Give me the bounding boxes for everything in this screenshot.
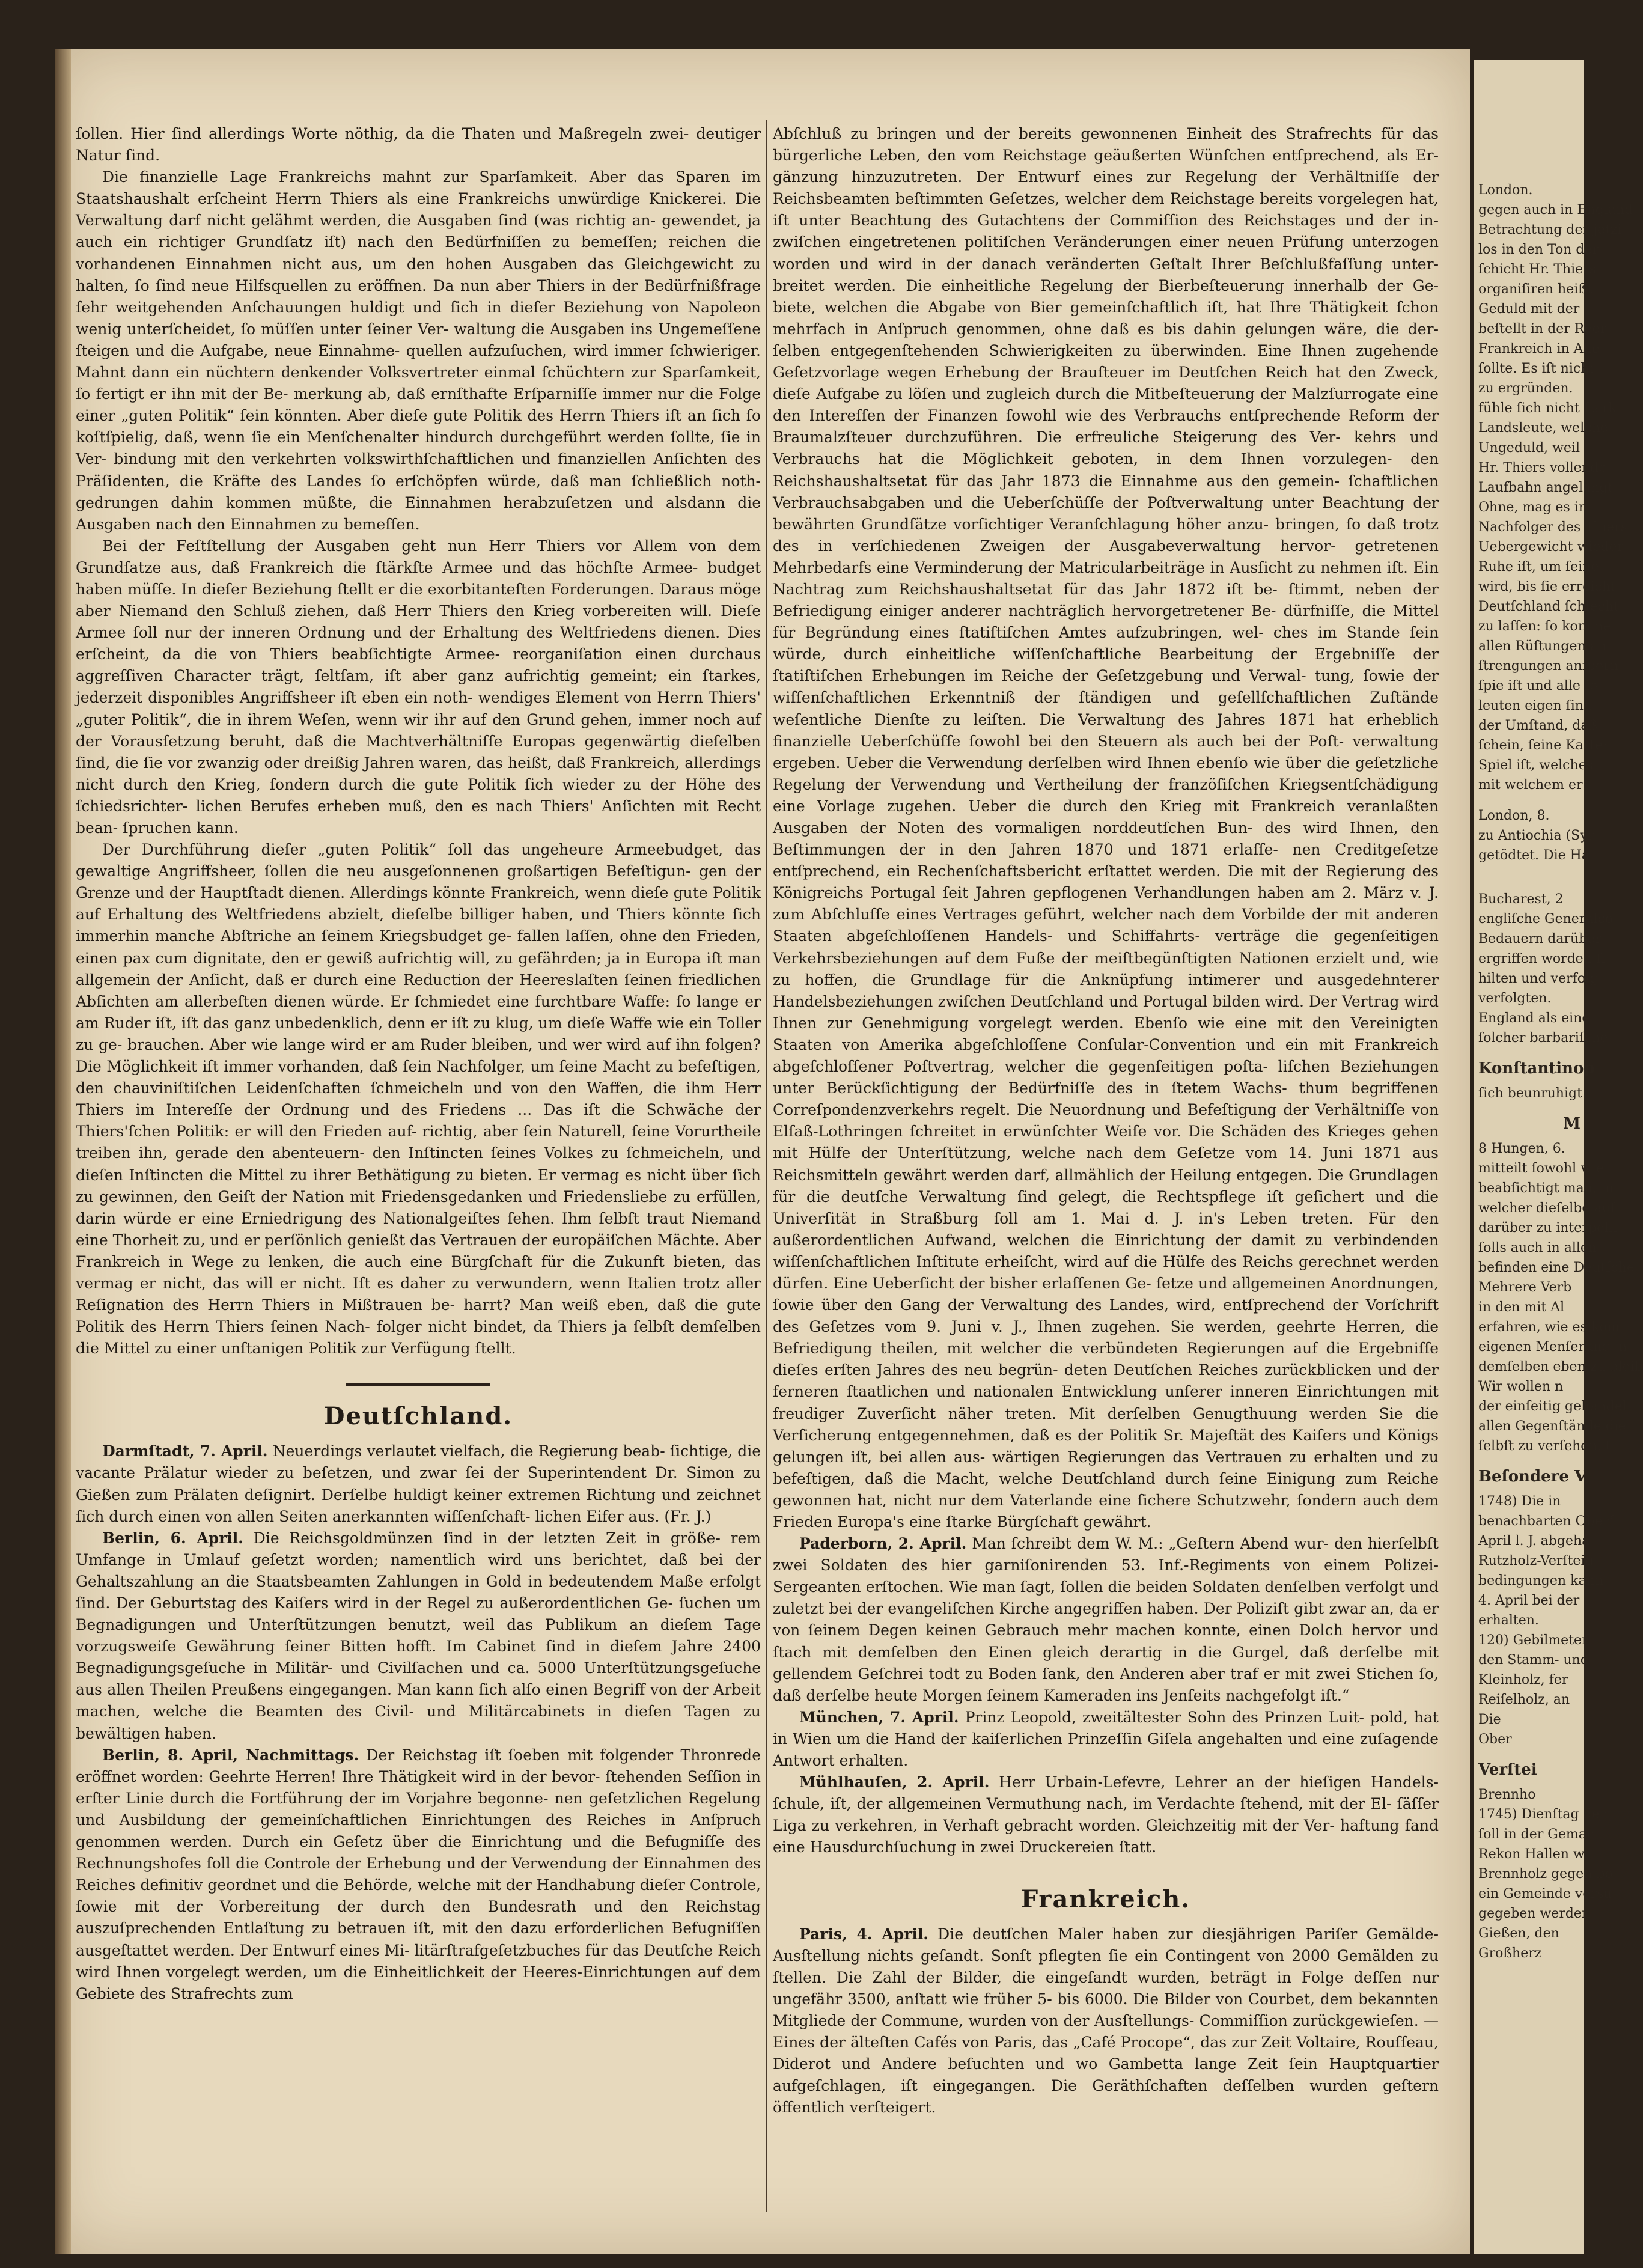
fragment-line: verfolgten. xyxy=(1478,991,1552,1006)
news-text: Der Reichstag iſt ſoeben mit folgender Thronrede eröffnet worden: Geehrte Herren! Ihre Thätigkeit wird in der bevor- ſtehenden Seſſion in erſter Linie durch die Fortführung der im Vorjahre begonne- nen geſetzlichen Regelung und Ausbildung der gemeinſchaftlichen Einrichtungen des Reiches in Anſpruch genommen werden. Durch ein Geſetz über die Einrichtung und die Befugniſſe des Rechnungshofes ſoll die Controle der Erhebung und der Verwendung der Einnahmen des Reiches definitiv geordnet und die Behörde, welche mit der Handhabung dieſer Controle, ſowie mit der Vorbereitung der durch den Bundesrath und den Reichstag auszuſprechenden Entlaſtung zu betrauen iſt, mit den dazu erforderlichen Befugniſſen ausgeſtattet werden. Der Entwurf eines Mi- litärſtrafgeſetzbuches für das Deutſche Reich wird Ihnen vorgelegt werden, um die Einheitlichkeit der Heeres-Einrichtungen auf dem Gebiete des Strafrechts zum xyxy=(76,1746,761,2002)
fragment-line: Nachfolger des Thiers xyxy=(1478,520,1627,535)
adjacent-page-fragment xyxy=(1474,60,1643,2254)
fragment-line: hilten und verfolg xyxy=(1478,971,1599,986)
fragment-line: getödtet. Die Ha xyxy=(1478,848,1590,863)
fragment-line: ſchein, ſeine Karten xyxy=(1478,738,1612,753)
fragment-line: ſoll in der Gemar xyxy=(1478,1827,1593,1842)
fragment-block xyxy=(1478,1785,1613,1963)
fragment-line: darüber zu interpelli xyxy=(1478,1221,1618,1236)
fragment-line: den Stamm- und xyxy=(1478,1653,1589,1668)
fragment-line: der einſeitig gehandel xyxy=(1478,1399,1627,1414)
paragraph: ſollen. Hier ſind allerdings Worte nöthig, da die Thaten und Maßregeln zwei- deutiger Natur ſind. xyxy=(76,125,761,165)
fragment-line: der Umſtand, daß xyxy=(1478,718,1598,733)
fragment-line: allen Rüſtungen an xyxy=(1478,639,1606,654)
fragment-line: ein Gemeinde versu xyxy=(1478,1886,1612,1901)
fragment-line: in den mit Al xyxy=(1478,1300,1565,1315)
dateline: Darmſtadt, 7. April. xyxy=(102,1442,268,1460)
news-item xyxy=(773,1533,1439,1707)
news-text: Die Reichsgoldmünzen ſind in der letzten Zeit in größe- rem Umfange in Umlauf geſetzt worden; namentlich wird uns berichtet, daß bei der Gehaltszahlung an die Staatsbeamten Zahlungen in Gold in bedeutendem Maße erfolgt ſind. Der Geburtstag des Kaiſers wird in der Regel zu außerordentlichen Ge- ſuchen um Begnadigungen und Unterſtützungen benutzt, weil das Publikum an dieſem Tage vorzugsweiſe Gewährung ſeiner Bitten hofft. Im Cabinet ſind in dieſem Jahre 2400 Begnadigungsgeſuche in Militär- und Civilſachen und ca. 5000 Unterſtützungsgeſuche aus allen Theilen Preußens eingegangen. Man kann ſich alſo einen Begriff von der Arbeit machen, welche die Beamten des Civil- und Militärcabinets in dieſen Tagen zu bewältigen haben. xyxy=(76,1529,761,1742)
fragment-line: Rutzholz-Verſteig xyxy=(1478,1553,1594,1568)
fragment-line: Laufbahn angelangt xyxy=(1478,480,1614,495)
fragment-line: gegen auch in England xyxy=(1478,203,1633,218)
fragment-line: organiſiren heißt xyxy=(1478,282,1593,297)
fragment-block xyxy=(1478,1139,1643,1456)
section-divider xyxy=(346,1383,490,1386)
fragment-line: 4. April bei der xyxy=(1478,1593,1580,1608)
fragment-line: Rekon Hallen wi xyxy=(1478,1847,1589,1862)
news-item xyxy=(773,1772,1439,1858)
fragment-heading: Verſtei xyxy=(1478,1761,1537,1779)
fragment-line: befinden eine Deutſche xyxy=(1478,1260,1635,1275)
fragment-heading: Beſondere V xyxy=(1478,1468,1587,1486)
news-text: Herr Urbain-Lefevre, Lehrer an der hieſigen Handels- ſchule, iſt, der allgemeinen Vermuthung nach, im Verdachte ſtehend, mit der El- ſäſſer Liga zu verkehren, in Verhaft gebracht worden. Gleichzeitig mit der Ver- haftung fand eine Hausdurchſuchung in zwei Druckereien ſtatt. xyxy=(773,1773,1439,1856)
fragment-line: benachbarten Oberf xyxy=(1478,1514,1614,1529)
dateline: Mühlhauſen, 2. April. xyxy=(799,1773,990,1791)
fragment-line: ſolcher barbariſche xyxy=(1478,1031,1608,1046)
fragment-line: ſollte. Es iſt nicht xyxy=(1478,361,1595,376)
fragment-line: ſolls auch in allen xyxy=(1478,1240,1597,1255)
dateline: Berlin, 8. April, Nachmittags. xyxy=(102,1746,359,1764)
fragment-line: Mehrere Verb xyxy=(1478,1280,1572,1295)
dateline: Berlin, 6. April. xyxy=(102,1529,243,1547)
fragment-line: gegeben werden xyxy=(1478,1906,1591,1921)
fragment-line: Landsleute, welche xyxy=(1478,421,1608,436)
fragment-line: Frankreich in Alle xyxy=(1478,341,1600,356)
fragment-line: demſelben eben zu bleib xyxy=(1478,1359,1643,1374)
fragment-line: Geduld mit der xyxy=(1478,302,1580,317)
fragment-line: zu ergründen. xyxy=(1478,381,1573,396)
section-title-frankreich: Frankreich. xyxy=(1020,1885,1191,1913)
fragment-line: engliſche Generalco xyxy=(1478,912,1614,927)
fragment-line: England als eine xyxy=(1478,1011,1590,1026)
news-item xyxy=(773,1707,1439,1772)
fragment-line: ſtrengungen anſporn xyxy=(1478,659,1618,674)
column-left xyxy=(76,123,761,2005)
binding-gutter xyxy=(55,49,71,2254)
fragment-line: mit welchem er xyxy=(1478,778,1583,793)
fragment-line: April l. J. abgeha xyxy=(1478,1534,1590,1549)
fragment-line: London. xyxy=(1478,183,1533,198)
fragment-line: Brennho xyxy=(1478,1787,1536,1802)
fragment-line: bedingungen kann xyxy=(1478,1573,1603,1588)
paragraph: Der Durchführung dieſer „guten Politik“ ſoll das ungeheure Armeebudget, das gewaltige Angriffsheer, ſollen die neu ausgeſonnenen großartigen Befeſtigun- gen der Grenze und der Hauptſtadt dienen. Allerdings könnte Frankreich, wenn dieſe gute Politik auf Erhaltung des Weltfriedens abzielt, dieſelbe billiger haben, und Thiers könnte ſich immerhin manche Abſtriche an ſeinem Kriegsbudget ge- fallen laſſen, ohne den Frieden, einen pax cum dignitate, den er gewiß aufrichtig will, zu gefährden; ja in Europa iſt man allgemein der Anſicht, daß er durch eine Reduction der Heereslaſten ſeinen friedlichen Abſichten am allerbeſten dienen würde. Er ſchmiedet eine furchtbare Waffe: ſo lange er am Ruder iſt, iſt das ganz unbedenklich, denn er iſt zu klug, um dieſe Waffe wie ein Toller zu ge- brauchen. Aber wie lange wird er am Ruder bleiben, und wer wird auf ihn folgen? Die Möglichkeit iſt immer vorhanden, daß ſein Nachfolger, um ſeine Macht zu befeſtigen, den chauviniſtiſchen Leidenſchaften ſchmeicheln und von den Waffen, die ihm Herr Thiers im Intereſſe der Ordnung und des Friedens ... Das iſt die Schwäche der Thiers'ſchen Politik: er will den Frieden auf- richtig, aber ſein Naturell, ſeine Vorurtheile treiben ihn, gerade den abenteuern- den Inſtincten ſeines Volkes zu ſchmeicheln, und dieſen Inſtincten die Mittel zu ihrer Bethätigung zu bieten. Er vermag es nicht über ſich zu gewinnen, den Geiſt der Nation mit Friedensgedanken und Friedensliebe zu erfüllen, darin würde er eine Erniedrigung des Nationalgeiſtes ſehen. Ihm ſelbſt traut Niemand eine Thorheit zu, und er perſönlich genießt das Vertrauen der europäiſchen Mächte. Aber Frankreich in Wege zu lenken, die auch eine Bürgſchaft für die Zukunft bieten, das vermag er nicht, das will er nicht. Iſt es daher zu verwundern, wenn Italien trotz aller Reſignation des Herrn Thiers in Mißtrauen be- harrt? Man weiß eben, daß die gute Politik des Herrn Thiers ſeinen Nach- folger nicht bindet, da Thiers ja ſelbſt demſelben die Mittel zu einer unſtanigen Politik zur Verfügung ſtellt. xyxy=(76,841,761,1358)
news-item xyxy=(76,1528,761,1745)
dateline: Paris, 4. April. xyxy=(799,1925,929,1943)
fragment-line: zu Antiochia (Syr xyxy=(1478,828,1594,843)
fragment-line: erfahren, wie es kom xyxy=(1478,1320,1620,1335)
column-right xyxy=(773,123,1439,2118)
fragment-line: ſchicht Hr. Thiers xyxy=(1478,262,1596,277)
fragment-line: Deutſchland ſchlecht xyxy=(1478,599,1619,614)
fragment-line: Großherz xyxy=(1478,1946,1542,1961)
fragment-line: beabſichtigt man, in xyxy=(1478,1181,1614,1196)
fragment-line: Ruhe iſt, um ſeine xyxy=(1478,559,1599,575)
adjacent-page-text xyxy=(1478,180,1643,1963)
news-item xyxy=(76,1745,761,2005)
news-text: Prinz Leopold, zweitältester Sohn des Prinzen Luit- pold, hat in Wien um die Hand der kaiſerlichen Prinzeſſin Giſela angehalten und eine zuſagende Antwort erhalten. xyxy=(773,1708,1439,1770)
fragment-line: Betrachtung der jetzi xyxy=(1478,222,1622,237)
paragraph: Bei der Feſtſtellung der Ausgaben geht nun Herr Thiers vor Allem von dem Grundſatze aus, daß Frankreich die ſtärkſte Armee und das höchſte Armee- budget haben müſſe. In dieſer Beziehung ſtellt er die exorbitanteſten Forderungen. Daraus möge aber Niemand den Schluß ziehen, daß Herr Thiers den Krieg vorbereiten will. Dieſe Armee ſoll nur der inneren Ordnung und der Erhaltung des Weltfriedens dienen. Dies erſcheint, da die von Thiers beabſichtigte Armee- reorganiſation einen durchaus aggreſſiven Character trägt, ſeltſam, iſt aber ganz aufrichtig gemeint; ein ſtarkes, jederzeit disponibles Angriffsheer iſt eben ein noth- wendiges Element von Herrn Thiers' „guter Politik“, die in ihrem Weſen, wenn wir ihr auf den Grund gehen, immer noch auf der Vorausſetzung beruht, daß die Machtverhältniſſe Europas gegenwärtig dieſelben ſind, die ſie vor zwanzig oder dreißig Jahren waren, das heißt, daß Frankreich, allerdings nicht durch den Krieg, ſondern durch die gute Politik ſich wieder zu der Höhe des ſchiedsrichter- lichen Berufes erheben muß, den es nach Thiers' Anſichten mit Recht bean- ſpruchen kann. xyxy=(76,537,761,837)
fragment-line: welcher dieſelbe auf xyxy=(1478,1201,1615,1216)
fragment-line: Die xyxy=(1478,1712,1501,1727)
fragment-heading: Konſtantinop xyxy=(1478,1059,1595,1078)
fragment-line: London, 8. xyxy=(1478,808,1550,823)
fragment-line: fühle ſich nicht ſtark xyxy=(1478,401,1617,416)
fragment-line: Ohne, mag es in xyxy=(1478,500,1587,515)
article-thiers-politics xyxy=(76,123,761,1359)
fragment-line: Reiſelholz, an xyxy=(1478,1692,1570,1707)
fragment-line: zu laſſen: ſo komme xyxy=(1478,619,1611,634)
fragment-line: Hr. Thiers vollende xyxy=(1478,460,1607,475)
fragment-line: beſtellt in der Reor xyxy=(1478,322,1607,337)
paragraph: Abſchluß zu bringen und der bereits gewonnenen Einheit des Strafrechts für das bürgerliche Leben, den vom Reichstage geäußerten Wünſchen entſprechend, als Er- gänzung hinzuzutreten. Der Entwurf eines zur Regelung der Verhältniſſe der Reichsbeamten beſtimmten Geſetzes, welcher dem Reichstage bereits vorgelegen hat, iſt unter Beachtung des Gutachtens der Commiſſion des Reichstages und der in- zwiſchen eingetretenen politiſchen Veränderungen einer neuen Prüfung unterzogen worden und wird in der danach veränderten Geſtalt Ihrer Beſchlußfaſſung unter- breitet werden. Die einheitliche Regelung der Bierbeſteuerung innerhalb der Ge- biete, welchen die Abgabe von Bier gemeinſchaftlich iſt, hat Ihre Thätigkeit ſchon mehrfach in Anſpruch genommen, ohne daß es bis dahin gelungen wäre, die der- ſelben entgegenſtehenden Schwierigkeiten zu überwinden. Eine Ihnen zugehende Geſetzvorlage wegen Erhebung der Brauſteuer im Deutſchen Reich hat den Zweck, dieſe Aufgabe zu löſen und zugleich durch die Mitbeſteuerung der Malzſurrogate eine den Intereſſen der Finanzen ſowohl wie des Verbrauchs entſprechende Reform der Braumalzſteuer durchzuführen. Die erfreuliche Steigerung des Ver- kehrs und Verbrauchs hat die Möglichkeit geboten, in dem Ihnen vorzulegen- den Reichshaushaltsetat für das Jahr 1873 die Einnahme aus den gemein- ſchaftlichen Verbrauchsabgaben und die Ueberſchüſſe der Poſtverwaltung unter Beachtung der bewährten Grundſätze vorſichtiger Veranſchlagung höher anzu- bringen, ſo daß trotz des in verſchiedenen Zweigen der Ausgabeverwaltung hervor- getretenen Mehrbedarfs eine Verminderung der Matricularbeiträge in Ausſicht zu nehmen iſt. Ein Nachtrag zum Reichshaushaltsetat für das Jahr 1872 iſt be- ſtimmt, neben der Befriedigung einiger anderer nachträglich hervorgetretener Be- dürfniſſe, die Mittel für Begründung eines ſtatiſtiſchen Amtes aufzubringen, wel- ches im Stande ſein würde, durch einheitliche wiſſenſchaftliche Bearbeitung der Ergebniſſe der ſtatiſtiſchen Erhebungen im Reiche der Geſetzgebung und Verwal- tung, ſowie der wiſſenſchaftlichen Erkenntniß der ſtändigen und geſellſchaftlichen Zuſtände weſentliche Dienſte zu leiſten. Die Verwaltung des Jahres 1871 hat erheblich finanzielle Ueberſchüſſe ſowohl bei den Steuern als auch bei der Poſt- verwaltung ergeben. Ueber die Verwendung derſelben wird Ihnen ebenſo wie über die geſetzliche Regelung der Verwendung und Vertheilung der franzöſiſchen Kriegsentſchädigung eine Vorlage zugehen. Ueber die durch den Krieg mit Frankreich veranlaßten Ausgaben der Noten des vormaligen norddeutſchen Bun- des wird Ihnen, den Beſtimmungen der in den Jahren 1870 und 1871 erlaſſe- nen Creditgeſetze entſprechend, ein Rechenſchaftsbericht erſtattet werden. Die mit der Regierung des Königreichs Portugal ſeit Jahren gepflogenen Verhandlungen haben am 2. März v. J. zum Abſchluſſe eines Vertrages geführt, welcher nach dem Vorbilde der mit anderen Staaten abgeſchloſſenen Handels- und Schiffahrts- verträge die gegenſeitigen Verkehrsbeziehungen auf dem Fuße der meiſtbegünſtigten Nationen erzielt und, wie zu hoffen, die Grundlage für die Anknüpfung intimerer und ausgedehnterer Handelsbeziehungen zwiſchen Deutſchland und Portugal bilden wird. Der Vertrag wird Ihnen zur Genehmigung vorgelegt werden. Ebenſo wie eine mit den Vereinigten Staaten von Amerika abgeſchloſſene Conſular-Convention und ein mit Frankreich abgeſchloſſener Poſtvertrag, welcher die gegenſeitigen poſta- liſchen Beziehungen unter Berückſichtigung der Bedürfniſſe des in ſtetem Wachs- thum begriffenen Correſpondenzverkehrs regelt. Die Neuordnung und Befeſtigung der Verhältniſſe von Elſaß-Lothringen ſchreitet in erwünſchter Weiſe vor. Die Schäden des Krieges gehen mit Hülfe der Unterſtützung, welche nach dem Geſetze vom 14. Juni 1871 aus Reichsmitteln gewährt werden darf, allmählich der Heilung entgegen. Die Grundlagen für die deutſche Verwaltung ſind gelegt, die Rechtspflege iſt geſichert und die Univerſität in Straßburg ſoll am 1. Mai d. J. in's Leben treten. Für den außerordentlichen Aufwand, welchen die Einrichtung der damit zu verbindenden wiſſenſchaftlichen Inſtitute erheiſcht, wird auf die Hülfe des Reichs gerechnet werden dürfen. Eine Ueberſicht der bisher erlaſſenen Ge- ſetze und allgemeinen Anordnungen, ſowie über den Gang der Verwaltung des Landes, wird, entſprechend der Vorſchrift des Geſetzes vom 9. Juni v. J., Ihnen zugehen. Sie werden, geehrte Herren, die Befriedigung theilen, mit welcher die verbündeten Regierungen auf die Ergebniſſe dieſes erſten Jahres des neu begrün- deten Deutſchen Reiches zurückblicken und der ferneren ſtaatlichen und nationalen Entwicklung unſerer inneren Einrichtungen mit freudiger Zuverſicht näher treten. Mit derſelben Genugthuung werden Sie die Verſicherung entgegennehmen, daß es der Politik Sr. Majeſtät des Kaiſers und Königs gelungen iſt, bei allen aus- wärtigen Regierungen das Vertrauen zu erhalten und zu befeſtigen, daß die Macht, welche Deutſchland durch ſeine Einigung zum Reiche gewonnen hat, nicht nur dem Vaterlande eine ſichere Schutzwehr, ſondern auch dem Frieden Europa's eine ſtarke Bürgſchaft gewährt. xyxy=(773,125,1439,1531)
column-rule xyxy=(766,120,767,2212)
fragment-line: allen Gegenſtände die xyxy=(1478,1419,1626,1434)
fragment-line: Bucharest, 2 xyxy=(1478,892,1564,907)
news-item xyxy=(773,1924,1439,2119)
paragraph: Die finanzielle Lage Frankreichs mahnt zur Sparſamkeit. Aber das Sparen im Staatshaushalt erſcheint Herrn Thiers als eine Frankreichs unwürdige Knickerei. Die Verwaltung darf nicht gelähmt werden, die Ausgaben ſind (was richtig an- gewendet, ja auch ein richtiger Grundſatz iſt) nach den Bedürfniſſen zu bemeſſen; reichen die vorhandenen Einnahmen nicht aus, um den hohen Ausgaben das Gleichgewicht zu halten, ſo ſind neue Hilfsquellen zu eröffnen. Da nun aber Thiers in der Bedürfnißfrage ſehr weitgehenden Anſchauungen huldigt und ſich in dieſer Beziehung von Napoleon wenig unterſcheidet, ſo müſſen unter ſeiner Ver- waltung die Ausgaben ins Ungemeſſene ſteigen und die Aufgabe, neue Einnahme- quellen aufzuſuchen, wird immer ſchwieriger. Mahnt dann ein nüchtern denkender Volksvertreter einmal ſchüchtern zur Sparſamkeit, ſo fertigt er ihn mit der Be- merkung ab, daß ernſthafte Erſparniſſe immer nur die Folge einer „guten Politik“ ſein könnten. Aber dieſe gute Politik des Herrn Thiers iſt an ſich ſo koſtſpielig, daß, wenn ſie ein Menſchenalter hindurch durchgeführt werden ſollte, ſie in Ver- bindung mit den verkehrten volkswirthſchaftlichen und finanziellen Anſichten des Präſidenten, die Kräfte des Landes ſo erſchöpfen würde, daß man ſchließlich noth- gedrungen dahin kommen müßte, die Einnahmen herabzuſetzen und alsdann die Ausgaben nach den Einnahmen zu bemeſſen. xyxy=(76,168,761,533)
fragment-line: ergriffen worden ſi xyxy=(1478,951,1606,966)
fragment-line: 1748) Die in xyxy=(1478,1494,1561,1509)
fragment-line: ſpie iſt und alle ſo xyxy=(1478,678,1598,694)
fragment-line: erhalten. xyxy=(1478,1613,1539,1628)
dateline: München, 7. April. xyxy=(799,1708,959,1726)
fragment-line: eigenen Menſerung, n xyxy=(1478,1340,1627,1355)
dateline: Paderborn, 2. April. xyxy=(799,1535,967,1553)
fragment-heading: M xyxy=(1563,1115,1581,1133)
fragment-line: 8 Hungen, 6. xyxy=(1478,1141,1565,1156)
fragment-line: ſelbſt zu verſehen, t xyxy=(1478,1439,1611,1454)
fragment-line: Bedauern darüber xyxy=(1478,931,1602,947)
fragment-line: Brennholz gegen bo xyxy=(1478,1867,1613,1882)
fragment-line: Spiel iſt, welches xyxy=(1478,758,1593,773)
fragment-line: wird, bis ſie erreicht xyxy=(1478,579,1616,594)
fragment-block xyxy=(1478,1492,1614,1749)
fragment-block xyxy=(1478,889,1614,1048)
news-item xyxy=(76,1440,761,1527)
fragment-block xyxy=(1478,1084,1587,1103)
fragment-line: los in den Ton der xyxy=(1478,242,1599,257)
fragment-line: ſich beunruhigt. xyxy=(1478,1086,1587,1101)
fragment-line: Uebergewicht wieder xyxy=(1478,540,1623,555)
news-text: Die deutſchen Maler haben zur diesjährigen Pariſer Gemälde-Ausſtellung nichts geſandt. Sonſt pflegten ſie ein Contingent von 2000 Gemälden zu ſtellen. Die Zahl der Bilder, die eingeſandt wurden, beträgt in Folge deſſen nur ungefähr 3500, anſtatt wie früher 5- bis 6000. Die Bilder von Courbet, dem bekannten Mitgliede der Commune, wurden von der Ausſtellungs- Commiſſion zurückgewieſen. — Eines der älteſten Cafés von Paris, das „Café Procope“, das zur Zeit Voltaire, Rouſſeau, Diderot und Andere beſuchten und wo Gambetta lange Zeit ſein Hauptquartier aufgeſchlagen, iſt eingegangen. Die Geräthſchaften deſſelben wurden geſtern öffentlich verſteigert. xyxy=(773,1925,1439,2117)
news-text: Neuerdings verlautet vielfach, die Regierung beab- ſichtige, die vacante Prälatur wieder zu beſetzen, und zwar ſei der Superintendent Dr. Simon zu Gießen zum Prälaten deſignirt. Derſelbe huldigt keiner extremen Richtung und zeichnet ſich durch einen von allen Seiten anerkannten wiſſenſchaft- lichen Eifer aus. (Fr. J.) xyxy=(76,1442,761,1525)
fragment-line: Wir wollen n xyxy=(1478,1379,1564,1394)
fragment-line: leuten eigen ſind. xyxy=(1478,698,1596,713)
fragment-line: Ober xyxy=(1478,1732,1512,1747)
fragment-line: 1745) Dienſtag den xyxy=(1478,1807,1608,1822)
fragment-line: Kleinholz, fer xyxy=(1478,1672,1568,1687)
fragment-line: mitteilt ſowohl wie xyxy=(1478,1161,1605,1176)
fragment-line: Gießen, den xyxy=(1478,1926,1559,1941)
fragment-block xyxy=(1478,180,1633,795)
section-title-deutschland: Deutſchland. xyxy=(323,1402,513,1431)
news-text: Man ſchreibt dem W. M.: „Geſtern Abend wur- den hierſelbſt zwei Soldaten des hier garniſonirenden 53. Inf.-Regiments von einem Polizei-Sergeanten erſtochen. Wie man ſagt, ſollen die beiden Soldaten denſelben verfolgt und zuletzt bei der evangeliſchen Kirche angegriffen haben. Der Poliziſt gibt zwar an, da er von ſeinem Degen keinen Gebrauch mehr machen konnte, einen Dolch hervor und ſtach mit demſelben den Einen gleich derartig in die Gurgel, daß derſelbe mit gellendem Geſchrei todt zu Boden ſank, den Anderen aber traf er mit zwei Stichen ſo, daß derſelbe heute Morgen ſeinem Kameraden ins Jenſeits nachgefolgt iſt.“ xyxy=(773,1535,1439,1704)
fragment-block xyxy=(1478,806,1594,865)
fragment-line: 120) Gebilmeter xyxy=(1478,1633,1588,1648)
fragment-line: Ungeduld, weil xyxy=(1478,440,1581,456)
